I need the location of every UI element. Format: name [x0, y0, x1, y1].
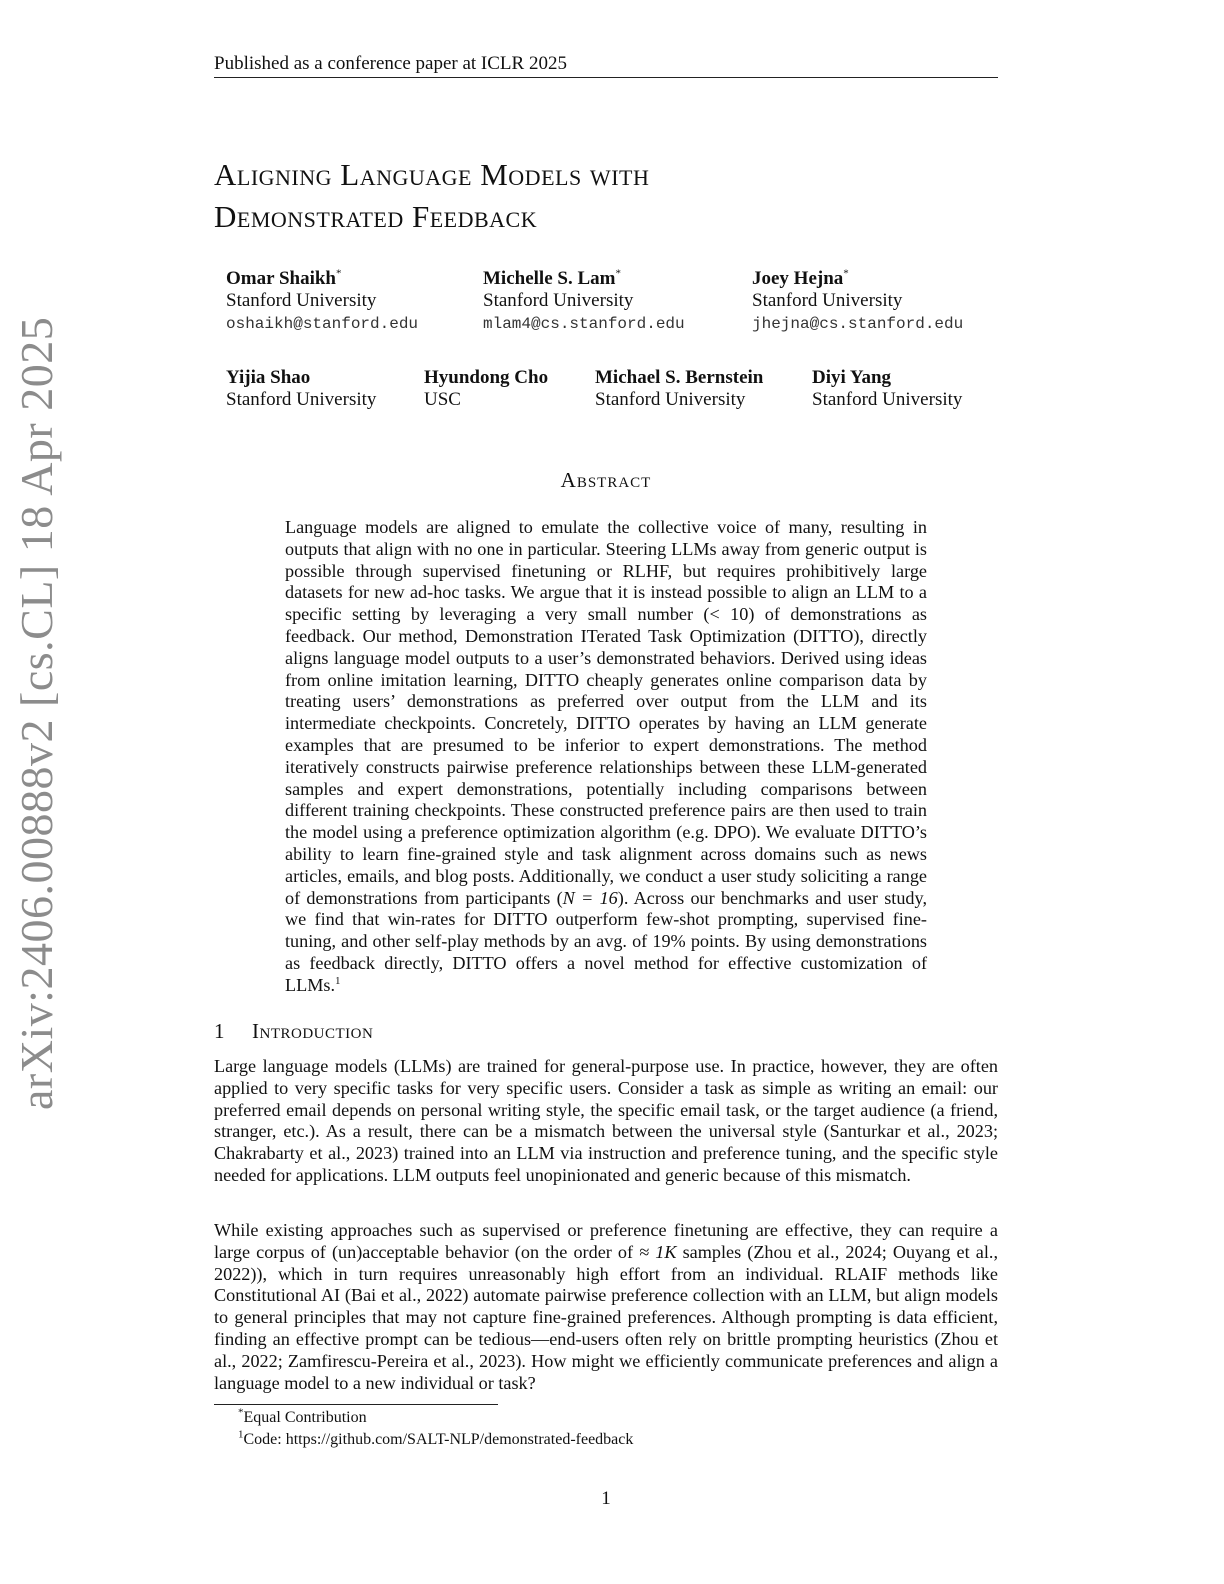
section-title: Introduction	[252, 1019, 374, 1043]
author-name: Hyundong Cho	[424, 367, 549, 388]
author-affiliation: Stanford University	[595, 389, 746, 410]
footnote-ref-1[interactable]: 1	[335, 974, 341, 987]
author-email[interactable]: jhejna@cs.stanford.edu	[752, 315, 964, 333]
paper-title	[214, 154, 974, 238]
author-omar-shaikh	[226, 268, 418, 335]
footnote-equal-contribution	[238, 1408, 367, 1428]
section-heading-introduction	[214, 1019, 373, 1044]
author-michelle-lam	[483, 268, 685, 335]
intro-math-approx: ≈ 1K	[639, 1241, 677, 1262]
author-row-1	[0, 268, 1224, 338]
footnote-mark: *	[238, 1406, 244, 1419]
author-yijia-shao	[226, 367, 376, 411]
footnote-mark: 1	[238, 1428, 244, 1441]
section-number: 1	[214, 1019, 225, 1043]
author-email[interactable]: mlam4@cs.stanford.edu	[483, 315, 685, 333]
equal-contribution-mark: *	[843, 267, 849, 280]
author-affiliation: Stanford University	[752, 290, 903, 311]
author-email[interactable]: oshaikh@stanford.edu	[226, 315, 419, 333]
abstract-text-part-2: ) of demonstrations as feedback. Our method, Demonstration ITerated Task Optimization (DITTO), directly aligns language model outputs to a user’s demonstrated behaviors. Derived using ideas from online imitation learning, DITTO cheaply generates online comparison data by treating users’ demonstrations as preferred over output from the LLM and its intermediate checkpoints. Concretely, DITTO operates by having an LLM generate examples that are presumed to be inferior to expert demonstrations. The method iteratively constructs pairwise preference relationships between these LLM-generated samples and expert demonstrations, potentially including comparisons between different training checkpoints. These constructed preference pairs are then used to train the model using a preference optimization algorithm (e.g. DPO). We evaluate DITTO’s ability to learn fine-grained style and task alignment across domains such as news articles, emails, and blog posts. Additionally, we conduct a user study soliciting a range of demonstrations from participants (	[285, 604, 927, 908]
page-number: 1	[601, 1488, 611, 1509]
footnote-text: Equal Contribution	[243, 1409, 367, 1426]
equal-contribution-mark: *	[336, 267, 342, 280]
intro-paragraph-2	[214, 1220, 998, 1394]
abstract-heading: Abstract	[560, 468, 652, 492]
author-affiliation: Stanford University	[226, 290, 377, 311]
abstract-body	[285, 517, 927, 997]
author-row-2	[0, 367, 1224, 413]
intro-paragraph-1: Large language models (LLMs) are trained for general-purpose use. In practice, however, they are often applied to very specific tasks for very specific users. Consider a task as simple as writing an email: our preferred email depends on personal writing style, the specific email task, or the target audience (a friend, stranger, etc.). As a result, there can be a mismatch between the universal style (Santurkar et al., 2023; Chakrabarty et al., 2023) trained into an LLM via instruction and preference tuning, and the specific style needed for applications. LLM outputs feel unopinionated and generic because of this mismatch.	[214, 1056, 998, 1185]
abstract-text-part-3: ). Across our benchmarks and user study, we find that win-rates for DITTO outperform few-shot prompting, supervised fine-tuning, and other self-play methods by an avg. of 19% points. By using demonstrations as feedback directly, DITTO offers a novel method for effective customization of LLMs.	[285, 887, 927, 995]
author-affiliation: Stanford University	[226, 389, 377, 410]
author-affiliation: Stanford University	[812, 389, 963, 410]
author-diyi-yang	[812, 367, 962, 411]
arxiv-identifier-stamp[interactable]: arXiv:2406.00888v2 [cs.CL] 18 Apr 2025	[11, 316, 62, 1110]
abstract-text-part-1: Language models are aligned to emulate the collective voice of many, resulting in outputs that align with no one in particular. Steering LLMs away from generic output is possible through supervised finetuning or RLHF, but requires prohibitively large datasets for new ad-hoc tasks. We argue that it is instead possible to align an LLM to a specific setting by leveraging a very small number (	[285, 517, 927, 625]
intro-paragraph-2-part-1: While existing approaches such as supervised or preference finetuning are effective, they can require a large corpus of (un)acceptable behavior (on the order of	[214, 1220, 998, 1262]
author-name: Diyi Yang	[812, 367, 892, 388]
footnote-divider	[214, 1404, 498, 1405]
footnote-code-link	[238, 1430, 633, 1450]
title-line-1: Aligning Language Models with	[214, 157, 650, 192]
author-michael-bernstein	[595, 367, 763, 411]
author-name: Joey Hejna	[752, 268, 844, 289]
author-affiliation: Stanford University	[483, 290, 634, 311]
abstract-math-1: < 10	[709, 604, 749, 625]
author-name: Michelle S. Lam	[483, 268, 616, 289]
running-header: Published as a conference paper at ICLR 2025	[214, 52, 998, 78]
footnote-link[interactable]: Code: https://github.com/SALT-NLP/demonstrated-feedback	[243, 1431, 634, 1448]
author-joey-hejna	[752, 268, 963, 335]
author-hyundong-cho	[424, 367, 548, 411]
author-affiliation: USC	[424, 389, 461, 410]
author-name: Omar Shaikh	[226, 268, 336, 289]
abstract-math-2: N = 16	[562, 887, 618, 908]
equal-contribution-mark: *	[615, 267, 621, 280]
author-name: Michael S. Bernstein	[595, 367, 764, 388]
author-name: Yijia Shao	[226, 367, 311, 388]
title-line-2: Demonstrated Feedback	[214, 199, 538, 234]
intro-paragraph-2-part-2: samples (Zhou et al., 2024; Ouyang et al., 2022)), which in turn requires unreasonably high effort from an individual. RLAIF methods like Constitutional AI (Bai et al., 2022) automate pairwise preference collection with an LLM, but align models to general principles that may not capture fine-grained preferences. Although prompting is data efficient, finding an effective prompt can be tedious—end-users often rely on brittle prompting heuristics (Zhou et al., 2022; Zamfirescu-Pereira et al., 2023). How might we efficiently communicate preferences and align a language model to a new individual or task?	[214, 1241, 998, 1393]
